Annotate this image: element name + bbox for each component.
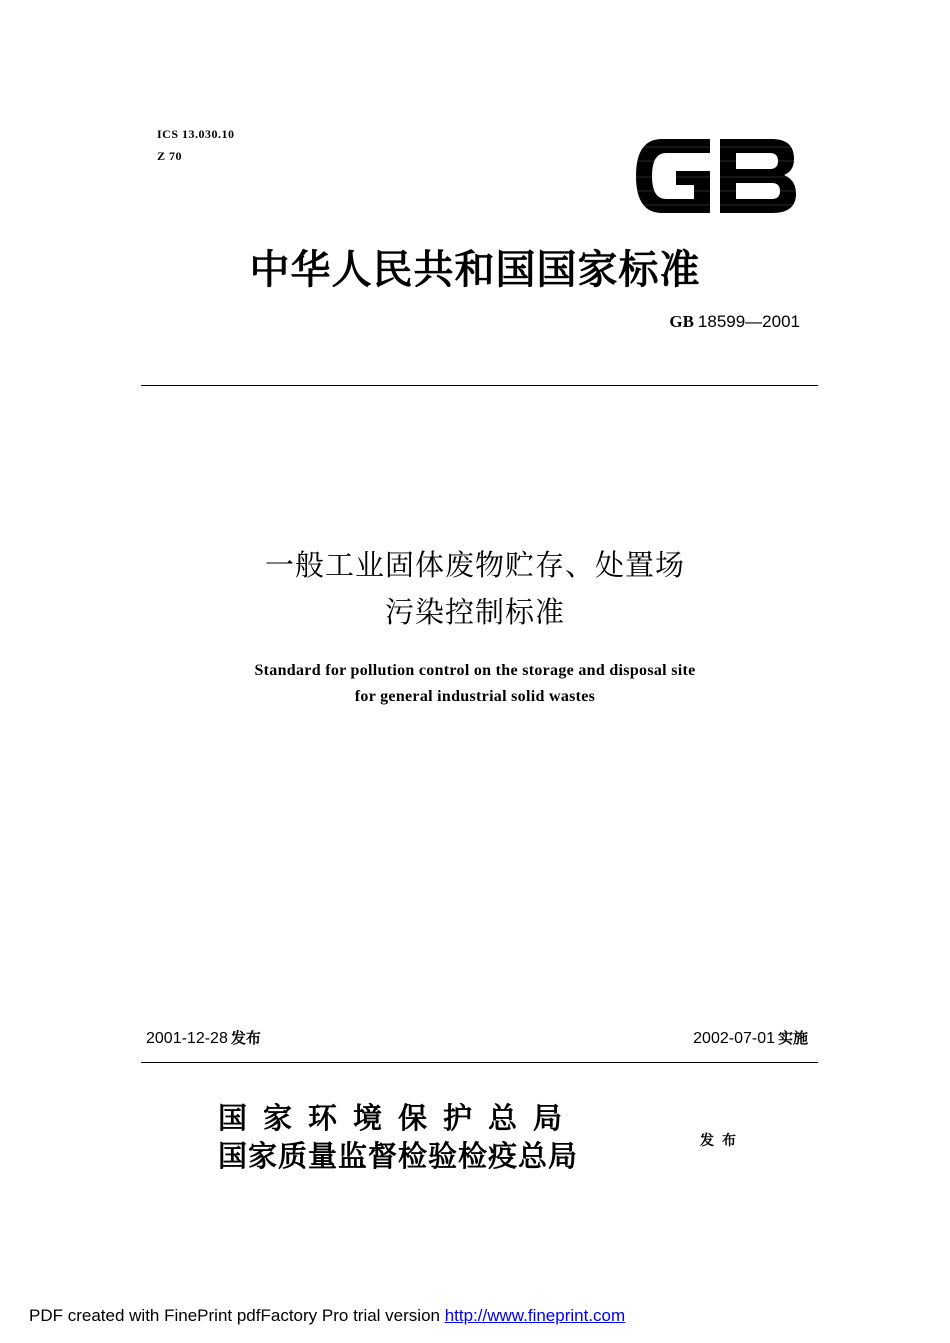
- standard-number: [669, 312, 800, 332]
- standard-number-value: 18599—2001: [697, 312, 800, 331]
- footer-link[interactable]: http://www.fineprint.com: [444, 1306, 626, 1325]
- issuers-issue-label: 发布: [700, 1133, 744, 1149]
- effective-date: [693, 1027, 808, 1048]
- divider-top: [141, 385, 818, 386]
- issue-date: [146, 1027, 261, 1048]
- ccs-code: Z 70: [157, 149, 183, 163]
- issuer-line-1: 国家环境保护总局: [218, 1101, 579, 1135]
- issuer-line-2: 国家质量监督检验检疫总局: [218, 1139, 579, 1173]
- document-title-en-line1: Standard for pollution control on the storage and disposal site: [254, 662, 696, 679]
- gb-standard-logo-icon: [632, 133, 800, 219]
- issue-date-label: 发布: [230, 1029, 261, 1047]
- national-standard-title: 中华人民共和国国家标准: [249, 246, 701, 293]
- effective-date-value: 2002-07-01: [693, 1030, 775, 1047]
- effective-date-label: 实施: [777, 1029, 808, 1047]
- document-title-cn-line1: 一般工业固体废物贮存、处置场: [264, 548, 685, 582]
- ics-code: ICS 13.030.10: [157, 127, 235, 141]
- issue-date-value: 2001-12-28: [146, 1030, 228, 1047]
- pdf-footer: [29, 1306, 625, 1326]
- document-title-cn-line2: 污染控制标准: [384, 595, 565, 629]
- footer-text: PDF created with FinePrint pdfFactory Pro trial version: [29, 1306, 445, 1325]
- document-title-en-line2: for general industrial solid wastes: [354, 688, 596, 705]
- divider-bottom: [141, 1062, 818, 1063]
- standard-number-prefix: GB: [669, 312, 694, 331]
